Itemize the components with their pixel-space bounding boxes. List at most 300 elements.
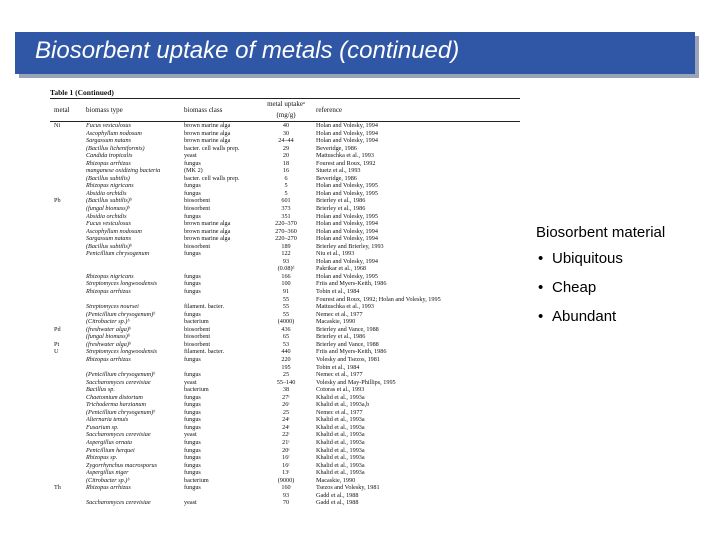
cell-biomass-type: Rhizopus arrhizus: [86, 484, 131, 492]
cell-reference: Nemec et al., 1977: [316, 371, 363, 379]
table-row: [50, 213, 520, 221]
cell-metal: [50, 499, 86, 507]
cell-metal-uptake: 55: [282, 303, 290, 311]
cell-biomass-type: [86, 364, 184, 372]
cell-biomass-type: Rhizopus arrhizus: [86, 159, 131, 167]
cell-reference: Niu et al., 1993: [316, 250, 355, 258]
cell-biomass-class: yeast: [184, 431, 197, 439]
cell-biomass-type: Candida tropicalis: [86, 152, 133, 160]
cell-metal: [50, 416, 86, 424]
cell-reference: Pakrikar et al., 1968: [316, 265, 367, 273]
cell-metal: Th: [54, 484, 61, 492]
table-row: [50, 288, 520, 296]
table-row: [50, 364, 520, 372]
cell-biomass-class: yeast: [184, 152, 197, 160]
cell-metal: Ni: [54, 122, 61, 129]
cell-metal: [50, 190, 86, 198]
cell-biomass-type: (fungal biomass)ᵇ: [86, 205, 130, 213]
cell-metal-uptake: 25: [282, 408, 290, 416]
table-row: [50, 348, 520, 356]
cell-reference: Beveridge, 1986: [316, 144, 357, 152]
cell-biomass-class: fungus: [184, 250, 201, 258]
cell-metal-uptake: 20: [282, 152, 290, 160]
cell-metal-uptake: 6: [284, 174, 288, 182]
cell-metal-uptake: 27ᶜ: [282, 393, 290, 401]
cell-reference: Holan and Volesky, 1994: [316, 137, 378, 145]
cell-metal: [50, 431, 86, 439]
cell-metal: [50, 235, 86, 243]
table-row: [50, 311, 520, 319]
cell-metal-uptake: 55–140: [276, 378, 296, 386]
cell-metal-uptake: 18: [282, 159, 290, 167]
cell-biomass-type: Streptomyces longwoodensis: [86, 348, 158, 356]
cell-metal: [50, 160, 86, 168]
table-row: [50, 122, 520, 130]
bullet-list: [536, 244, 720, 331]
cell-biomass-class: brown marine alga: [184, 227, 231, 235]
table-row: [50, 228, 520, 236]
cell-biomass-class: bacterium: [184, 318, 209, 326]
bullet-text: Abundant: [552, 308, 617, 325]
cell-reference: Gadd et al., 1988: [316, 491, 359, 499]
cell-biomass-class: fungus: [184, 401, 201, 409]
cell-metal: [50, 152, 86, 160]
table-row: [50, 250, 520, 258]
cell-biomass-class: [184, 296, 266, 304]
cell-metal: [50, 296, 86, 304]
cell-metal: [50, 265, 86, 273]
cell-metal-uptake: (9000): [277, 476, 295, 484]
cell-metal: Pd: [54, 325, 61, 333]
cell-biomass-type: Sargassum natans: [86, 137, 131, 145]
cell-biomass-class: brown marine alga: [184, 235, 231, 243]
cell-biomass-type: Zygorrhynchus macrosporus: [86, 461, 157, 469]
cell-metal: [50, 250, 86, 258]
table-row: [50, 145, 520, 153]
cell-metal-uptake: 351: [281, 212, 291, 220]
table-row: [50, 409, 520, 417]
table-row: [50, 197, 520, 205]
cell-reference: Holan and Volesky, 1995: [316, 272, 378, 280]
cell-biomass-class: bacter. cell walls prep.: [184, 144, 240, 152]
cell-metal: [50, 182, 86, 190]
cell-reference: Khalid et al., 1993a: [316, 446, 365, 454]
cell-biomass-class: yeast: [184, 378, 197, 386]
column-header-biomass-type: biomass type: [86, 99, 184, 122]
table-row: [50, 371, 520, 379]
bullet-item-abundant: [536, 302, 720, 331]
cell-metal-uptake: 91: [282, 288, 290, 296]
cell-reference: Cotoras et al., 1993: [316, 386, 365, 394]
table-row: [50, 303, 520, 311]
cell-metal: [50, 273, 86, 281]
cell-reference: Brierley et al., 1986: [316, 197, 366, 205]
cell-metal: [50, 477, 86, 485]
cell-metal-uptake: 22ᶜ: [282, 431, 290, 439]
cell-biomass-class: fungus: [184, 438, 201, 446]
cell-reference: Holan and Volesky, 1994: [316, 122, 378, 129]
cell-metal-uptake: 220: [281, 355, 291, 363]
cell-metal: U: [54, 348, 59, 356]
cell-reference: Tsezos and Volesky, 1981: [316, 484, 380, 492]
table-row: [50, 318, 520, 326]
cell-biomass-class: fungus: [184, 189, 201, 197]
cell-reference: Holan and Volesky, 1995: [316, 182, 378, 190]
table-row: [50, 469, 520, 477]
title-banner: [0, 0, 720, 75]
cell-biomass-type: Absidia orchidis: [86, 212, 127, 220]
cell-metal-uptake: 26ᶜ: [282, 401, 290, 409]
table-row: [50, 356, 520, 364]
cell-reference: Fourest and Roux, 1992; Holan and Volesky, 1995: [316, 295, 441, 303]
cell-biomass-class: fungus: [184, 355, 201, 363]
table-row: [50, 484, 520, 492]
cell-biomass-type: Sargassum natans: [86, 235, 131, 243]
cell-metal-uptake: 20ᶜ: [282, 446, 290, 454]
cell-metal-uptake: 93: [282, 491, 290, 499]
table-row: [50, 447, 520, 455]
table-row: [50, 205, 520, 213]
table-row: [50, 492, 520, 500]
table-row: [50, 386, 520, 394]
bullet-icon: •: [538, 308, 544, 325]
cell-metal: [50, 356, 86, 364]
cell-metal: [50, 439, 86, 447]
cell-metal-uptake: (0.08)ᵈ: [277, 265, 295, 273]
cell-metal-uptake: 5: [284, 182, 288, 190]
cell-biomass-class: biosorbent: [184, 325, 211, 333]
cell-metal-uptake: 21ᶜ: [282, 438, 290, 446]
cell-biomass-type: Saccharomyces cerevisiae: [86, 499, 151, 507]
cell-biomass-class: brown marine alga: [184, 220, 231, 228]
table-row: [50, 296, 520, 304]
cell-reference: Beveridge, 1986: [316, 174, 357, 182]
cell-biomass-class: fungus: [184, 408, 201, 416]
table-row: [50, 280, 520, 288]
cell-biomass-type: manganese oxidizing bacteria: [86, 167, 161, 175]
cell-biomass-class: brown marine alga: [184, 137, 231, 145]
cell-metal-uptake: 160: [281, 484, 291, 492]
table-row: [50, 160, 520, 168]
cell-metal: [50, 167, 86, 175]
cell-metal: [50, 364, 86, 372]
cell-biomass-class: [184, 258, 266, 266]
cell-metal-uptake: 100: [281, 280, 291, 288]
table-row: [50, 379, 520, 387]
bullet-icon: •: [538, 279, 544, 296]
cell-biomass-type: (Penicillium chrysogenum)ᵇ: [86, 310, 155, 318]
cell-biomass-class: fungus: [184, 454, 201, 462]
table-row: [50, 190, 520, 198]
cell-metal: [50, 492, 86, 500]
cell-reference: Khalid et al., 1993a: [316, 461, 365, 469]
cell-biomass-class: (MK 2): [184, 167, 203, 175]
cell-metal: [50, 130, 86, 138]
cell-reference: Holan and Volesky, 1994: [316, 220, 378, 228]
cell-metal: [50, 311, 86, 319]
cell-metal-uptake: 195: [281, 363, 291, 371]
cell-metal: [50, 469, 86, 477]
cell-metal-uptake: 55: [282, 310, 290, 318]
cell-reference: Brierley et al., 1986: [316, 333, 366, 341]
table-row: [50, 431, 520, 439]
cell-biomass-type: Rhizopus nigricans: [86, 182, 134, 190]
cell-metal-uptake: 55: [282, 295, 290, 303]
cell-reference: Tobin et al., 1984: [316, 363, 360, 371]
cell-biomass-type: Trichoderma harzianum: [86, 401, 146, 409]
cell-biomass-type: (fungal biomass)ᵇ: [86, 333, 130, 341]
cell-metal: [50, 213, 86, 221]
cell-metal: [50, 303, 86, 311]
cell-metal-uptake: 16: [282, 167, 290, 175]
table-row: [50, 326, 520, 334]
cell-reference: Holan and Volesky, 1994: [316, 235, 378, 243]
table-row: [50, 258, 520, 266]
cell-reference: Khalid et al., 1993a: [316, 469, 365, 477]
cell-biomass-class: fungus: [184, 272, 201, 280]
cell-reference: Khalid et al., 1993a: [316, 393, 365, 401]
cell-reference: Friis and Myers-Keith, 1986: [316, 280, 387, 288]
cell-biomass-type: Fucus vesiculosus: [86, 220, 131, 228]
cell-biomass-type: Streptomyces noursei: [86, 303, 139, 311]
bullet-item-ubiquitous: [536, 244, 720, 273]
cell-biomass-class: yeast: [184, 499, 197, 507]
cell-biomass-type: [86, 492, 184, 500]
cell-metal-uptake: 53: [282, 340, 290, 348]
cell-biomass-type: (Citrobacter sp.)ᵇ: [86, 476, 130, 484]
cell-biomass-type: Alternaria tenuis: [86, 416, 129, 424]
cell-metal: [50, 447, 86, 455]
cell-reference: Nemec et al., 1977: [316, 310, 363, 318]
cell-reference: Khalid et al., 1993a: [316, 438, 365, 446]
cell-reference: Fourest and Roux, 1992: [316, 159, 376, 167]
cell-biomass-type: Ascophyllum nodosum: [86, 129, 142, 137]
cell-biomass-type: [86, 265, 184, 273]
cell-reference: Khalid et al., 1993a,b: [316, 401, 370, 409]
cell-metal-uptake: 220–370: [275, 220, 297, 228]
cell-biomass-class: biosorbent: [184, 205, 211, 213]
table-row: [50, 130, 520, 138]
cell-biomass-class: fungus: [184, 310, 201, 318]
cell-metal: [50, 462, 86, 470]
cell-biomass-class: fungus: [184, 469, 201, 477]
cell-metal: [50, 424, 86, 432]
table-caption: Table 1 (Continued): [50, 88, 114, 97]
cell-metal: [50, 288, 86, 296]
cell-metal: Pt: [54, 340, 60, 348]
table-row: [50, 152, 520, 160]
metal-uptake-table: [50, 88, 520, 536]
cell-biomass-class: biosorbent: [184, 340, 211, 348]
cell-reference: Stuetz et al., 1993: [316, 167, 361, 175]
cell-biomass-type: Streptomyces longwoodensis: [86, 280, 158, 288]
cell-biomass-class: fungus: [184, 393, 201, 401]
cell-biomass-class: fungus: [184, 212, 201, 220]
table-row: [50, 220, 520, 228]
cell-metal-uptake: 40: [282, 122, 290, 129]
cell-biomass-type: Bacillus sp.: [86, 386, 115, 394]
cell-reference: Holan and Volesky, 1994: [316, 227, 378, 235]
table-row: [50, 454, 520, 462]
table-row: [50, 401, 520, 409]
cell-metal: [50, 394, 86, 402]
cell-metal: [50, 401, 86, 409]
cell-biomass-class: fungus: [184, 280, 201, 288]
cell-metal: [50, 220, 86, 228]
cell-biomass-type: Rhizopus arrhizus: [86, 288, 131, 296]
cell-metal-uptake: 166: [281, 272, 291, 280]
table-row: [50, 394, 520, 402]
cell-metal-uptake: 13ᶜ: [282, 469, 290, 477]
cell-biomass-type: (Bacillus subtilis)ᵇ: [86, 242, 132, 250]
column-header-biomass-class: biomass class: [184, 99, 266, 122]
cell-biomass-class: brown marine alga: [184, 129, 231, 137]
table-header-row: [50, 99, 520, 122]
cell-biomass-class: biosorbent: [184, 197, 211, 205]
table-row: [50, 175, 520, 183]
cell-biomass-type: Penicillium chrysogenum: [86, 250, 150, 258]
cell-reference: Gadd et al., 1988: [316, 499, 359, 507]
column-header-reference: reference: [306, 99, 520, 122]
cell-biomass-class: [184, 364, 266, 372]
table-row: [50, 333, 520, 341]
cell-biomass-type: Aspergillus niger: [86, 469, 129, 477]
column-header-metal: metal: [50, 99, 86, 122]
cell-biomass-class: fungus: [184, 159, 201, 167]
cell-biomass-type: Rhizopus nigricans: [86, 272, 134, 280]
cell-reference: Brierley and Brierley, 1993: [316, 242, 384, 250]
cell-metal-uptake: 30: [282, 129, 290, 137]
cell-metal: [50, 454, 86, 462]
cell-biomass-type: Ascophyllum nodosum: [86, 227, 142, 235]
cell-metal-uptake: 436: [281, 325, 291, 333]
cell-biomass-type: (Bacillus licheniformis): [86, 144, 145, 152]
table-row: [50, 439, 520, 447]
table-row: [50, 273, 520, 281]
cell-biomass-class: brown marine alga: [184, 122, 231, 129]
table-body: [50, 122, 520, 507]
cell-biomass-class: biosorbent: [184, 333, 211, 341]
cell-biomass-class: bacter. cell walls prep.: [184, 174, 240, 182]
table-row: [50, 477, 520, 485]
cell-biomass-class: fungus: [184, 288, 201, 296]
cell-biomass-class: bacterium: [184, 476, 209, 484]
cell-reference: Khalid et al., 1993a: [316, 423, 365, 431]
cell-metal-uptake: 38: [282, 386, 290, 394]
cell-metal: [50, 333, 86, 341]
cell-reference: Holan and Volesky, 1995: [316, 189, 378, 197]
cell-metal-uptake: 25: [282, 371, 290, 379]
table-row: [50, 416, 520, 424]
cell-biomass-type: (freshwater alga)ᵇ: [86, 340, 131, 348]
cell-biomass-type: (Penicillium chrysogenum)ᵇ: [86, 408, 155, 416]
cell-biomass-class: [184, 492, 266, 500]
cell-biomass-type: Fusarium sp.: [86, 423, 119, 431]
cell-metal: [50, 243, 86, 251]
table-row: [50, 424, 520, 432]
cell-reference: Mattuschka et al., 1993: [316, 303, 374, 311]
bullet-text: Cheap: [552, 279, 597, 296]
cell-metal: [50, 228, 86, 236]
cell-biomass-type: Rhizopus arrhizus: [86, 355, 131, 363]
cell-biomass-class: fungus: [184, 182, 201, 190]
table-row: [50, 182, 520, 190]
sidebar-heading: Biosorbent material: [536, 224, 666, 241]
table-row: [50, 243, 520, 251]
bullet-text: Ubiquitous: [552, 250, 623, 267]
cell-biomass-type: [86, 296, 184, 304]
cell-metal-uptake: 29: [282, 144, 290, 152]
cell-metal-uptake: 16ᶜ: [282, 461, 290, 469]
cell-biomass-type: Penicillium herquei: [86, 446, 135, 454]
cell-reference: Volesky and May-Phillips, 1995: [316, 378, 396, 386]
cell-biomass-class: [184, 265, 266, 273]
slide-title: Biosorbent uptake of metals (continued): [35, 37, 460, 64]
cell-metal-uptake: 220–270: [275, 235, 297, 243]
table-row: [50, 462, 520, 470]
cell-metal-uptake: 24–44: [278, 137, 294, 145]
table-row: [50, 341, 520, 349]
cell-metal: [50, 386, 86, 394]
cell-reference: Holan and Volesky, 1995: [316, 212, 378, 220]
cell-reference: Volesky and Tsezos, 1981: [316, 355, 380, 363]
cell-biomass-type: (Citrobacter sp.)ᵇ: [86, 318, 130, 326]
cell-reference: Khalid et al., 1993a: [316, 416, 365, 424]
cell-biomass-type: Aspergillus ornata: [86, 438, 133, 446]
title-bar: [15, 32, 695, 74]
table-row: [50, 235, 520, 243]
cell-biomass-class: fungus: [184, 484, 201, 492]
table-row: [50, 137, 520, 145]
cell-biomass-type: Fucus vesiculosus: [86, 122, 131, 129]
cell-metal: [50, 205, 86, 213]
cell-biomass-type: (Penicillium chrysogenum)ᵇ: [86, 371, 155, 379]
cell-metal: [50, 371, 86, 379]
cell-metal-uptake: 5: [284, 189, 288, 197]
cell-metal: [50, 175, 86, 183]
cell-reference: Tobin et al., 1984: [316, 288, 360, 296]
cell-biomass-type: Chaetomium distortum: [86, 393, 143, 401]
cell-biomass-class: fungus: [184, 416, 201, 424]
cell-reference: Khalid et al., 1993a: [316, 454, 365, 462]
cell-reference: Nemec et al., 1977: [316, 408, 363, 416]
cell-metal-uptake: 601: [281, 197, 291, 205]
cell-biomass-class: fungus: [184, 461, 201, 469]
cell-metal: [50, 258, 86, 266]
cell-reference: Holan and Volesky, 1994: [316, 257, 378, 265]
cell-biomass-class: bacterium: [184, 386, 209, 394]
cell-metal: [50, 145, 86, 153]
cell-reference: Brierley and Vance, 1988: [316, 340, 379, 348]
cell-metal-uptake: 373: [281, 205, 291, 213]
cell-biomass-type: Saccharomyces cerevisiae: [86, 431, 151, 439]
cell-reference: Khalid et al., 1993a: [316, 431, 365, 439]
data-table: [50, 99, 520, 507]
cell-biomass-class: fungus: [184, 446, 201, 454]
cell-biomass-type: (Bacillus subtilis): [86, 174, 130, 182]
cell-reference: Holan and Volesky, 1994: [316, 129, 378, 137]
cell-biomass-class: filament. bacter.: [184, 348, 225, 356]
cell-metal-uptake: 189: [281, 242, 291, 250]
cell-metal-uptake: 440: [281, 348, 291, 356]
cell-biomass-type: Rhizopus sp.: [86, 454, 118, 462]
cell-metal-uptake: 65: [282, 333, 290, 341]
cell-reference: Friis and Myers-Keith, 1986: [316, 348, 387, 356]
biosorbent-material-panel: [536, 222, 720, 331]
cell-metal: [50, 409, 86, 417]
cell-metal: [50, 318, 86, 326]
cell-reference: Brierley et al., 1986: [316, 205, 366, 213]
